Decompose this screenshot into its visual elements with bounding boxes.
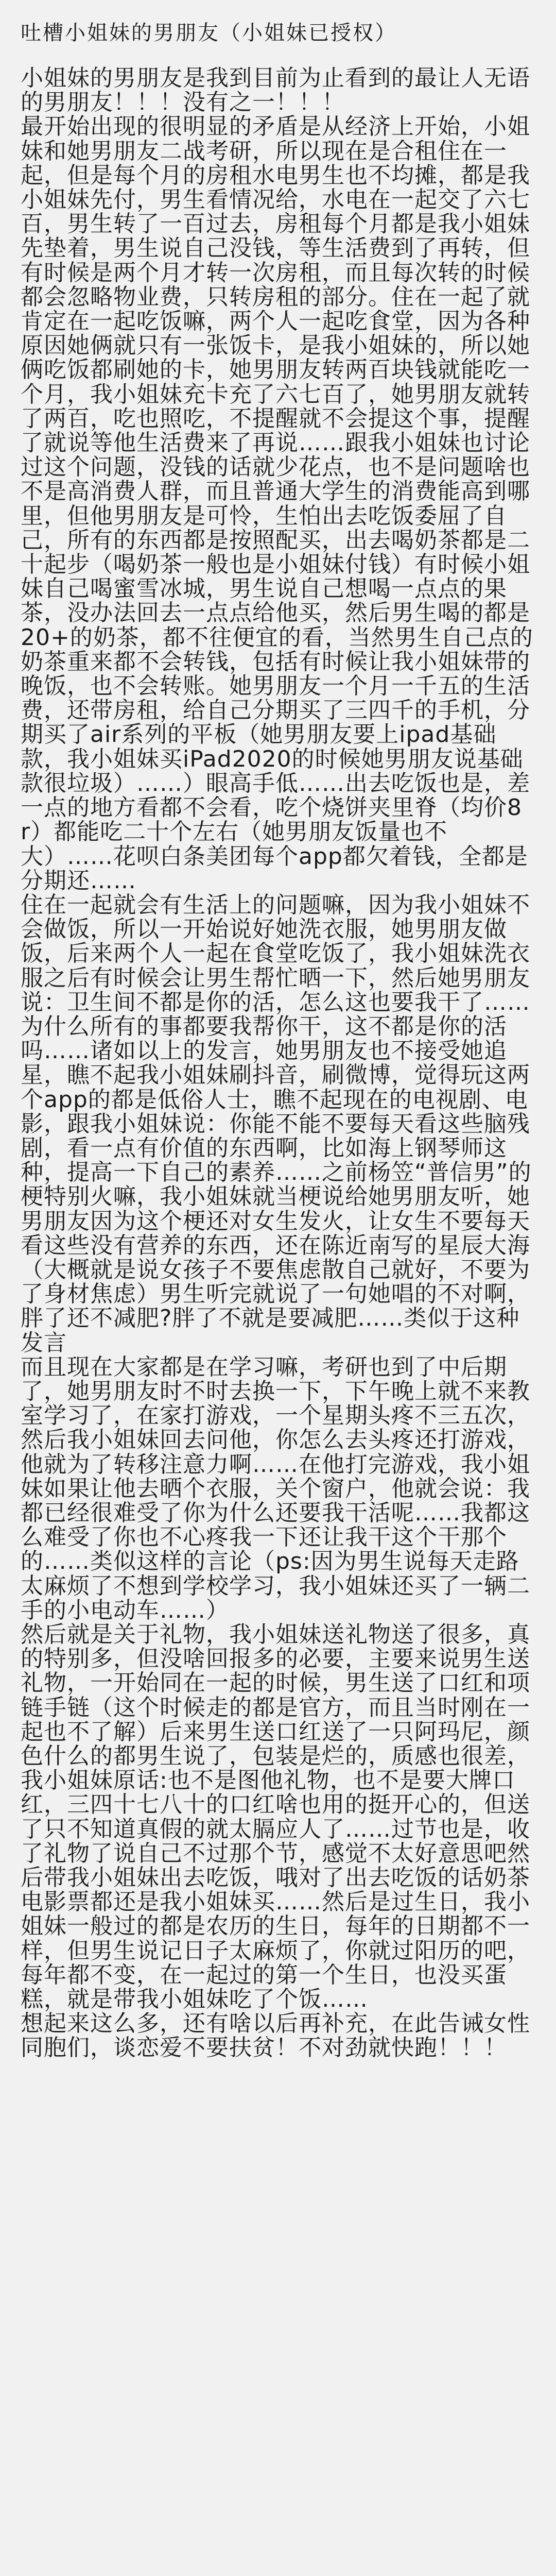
post-paragraph: 住在一起就会有生活上的问题嘛，因为我小姐妹不会做饭，所以一开始说好她洗衣服，她男朋友做饭，后来两个人一起在食堂吃饭了，我小姐妹洗衣服之后有时候会让男生帮忙晒一下，然后她男朋友说：卫生间不都是你的活，怎么这也要我干了……为什么所有的事都要我帮你干，这不都是你的活吗……诸如以上的发言，她男朋友也不接受她追星，瞧不起我小姐妹刷抖音，刷微博，觉得玩这两个app的都是低俗人士，瞧不起现在的电视剧、电影，跟我小姐妹说：你能不能不要每天看这些脑残剧，看一点有价值的东西啊，比如海上钢琴师这种，提高一下自己的素养……之前杨笠“普信男”的梗特别火嘛，我小姐妹就当梗说给她男朋友听，她男朋友因为这个梗还对女生发火，让女生不要每天看这些没有营养的东西，还在陈近南写的星辰大海（大概就是说女孩子不要焦虑散自己就好，不要为了身材焦虑）男生听完就说了一句她唱的不对啊，胖了还不减肥?胖了不就是要减肥……类似于这种发言 <box>21 891 532 1356</box>
post-title: 吐槽小姐妹的男朋友（小姐妹已授权） <box>21 21 397 45</box>
post-paragraph: 然后就是关于礼物，我小姐妹送礼物送了很多，真的特别多，但没啥回报多的必要，主要来说男生送礼物，一开始同在一起的时候，男生送了口红和项链手链（这个时候走的都是官方，而且当时刚在一起也不了解）后来男生送口红送了一只阿玛尼，颜色什么的都男生说了，包装是烂的，质感也很差，我小姐妹原话:也不是图他礼物，也不是要大牌口红，三四十七八十的口红啥也用的挺开心的，但送了只不知道真假的就太膈应人了……过节也是，收了礼物了说自己不过那个节，感觉不太好意思吧然后带我小姐妹出去吃饭，哦对了出去吃饭的话奶茶电影票都还是我小姐妹买……然后是过生日，我小姐妹一般过的都是农历的生日，每年的日期都不一样，但男生说记日子太麻烦了，你就过阳历的吧，每年都不变，在一起过的第一个生日，也没买蛋糕，就是带我小姐妹吃了个饭…… <box>21 1621 530 2013</box>
post-content <box>21 66 535 2060</box>
post-paragraph: 想起来这么多，还有啥以后再补充，在此告诫女性同胞们，谈恋爱不要扶贫！不对劲就快跑！！！ <box>21 2010 530 2061</box>
post-paragraph: 小姐妹的男朋友是我到目前为止看到的最让人无语的男朋友！！！没有之一！！！ <box>21 65 530 116</box>
post-paragraph: 而且现在大家都是在学习嘛，考研也到了中后期了，她男朋友时不时去换一下，下午晚上就不来教室学习了，在家打游戏，一个星期头疼不三五次，然后我小姐妹回去问他，你怎么去头疼还打游戏，他就为了转移注意力啊……在他打完游戏，我小姐妹如果让他去晒个衣服，关个窗户，他就会说：我都已经很难受了你为什么还要我干活呢……我都这么难受了你也不心疼我一下还让我干这个干那个的……类似这样的言论（ps:因为男生说每天走路太麻烦了不想到学校学习，我小姐妹还买了一辆二手的小电动车……） <box>21 1353 530 1623</box>
post-paragraph: 最开始出现的很明显的矛盾是从经济上开始，小姐妹和她男朋友二战考研，所以现在是合租住在一起，但是每个月的房租水电男生也不均摊，都是我小姐妹先付，男生看情况给，水电在一起交了六七百，男生转了一百过去，房租每个月都是我小姐妹先垫着，男生说自己没钱，等生活费到了再转，但有时候是两个月才转一次房租，而且每次转的时候都会忽略物业费，只转房租的部分。住在一起了就肯定在一起吃饭嘛，两个人一起吃食堂，因为各种原因她俩就只有一张饭卡，是我小姐妹的，所以她俩吃饭都刷她的卡，她男朋友转两百块钱就能吃一个月，我小姐妹充卡充了六七百了，她男朋友就转了两百，吃也照吃，不提醒就不会提这个事，提醒了就说等他生活费来了再说……跟我小姐妹也讨论过这个问题，没钱的话就少花点，也不是问题啥也不是高消费人群，而且普通大学生的消费能高到哪里，但他男朋友是可怜，生怕出去吃饭委屈了自己，所有的东西都是按照配买，出去喝奶茶都是二十起步（喝奶茶一般也是小姐妹付钱）有时候小姐妹自己喝蜜雪冰城，男生说自己想喝一点点的果茶，没办法回去一点点给他买，然后男生喝的都是20+的奶茶，都不往便宜的看，当然男生自己点的奶茶重来都不会转钱，包括有时候让我小姐妹带的晚饭，也不会转账。她男朋友一个月一千五的生活费，还带房租，给自己分期买了三四千的手机，分期买了air系列的平板（她男朋友要上ipad基础款，我小姐妹买iPad2020的时候她男朋友说基础款很垃圾）……）眼高手低……出去吃饭也是，差一点的地方看都不会看，吃个烧饼夹里脊（均价8r）都能吃二十个左右（她男朋友饭量也不大）……花呗白条美团每个app都欠着钱，全都是分期还…… <box>21 113 533 894</box>
